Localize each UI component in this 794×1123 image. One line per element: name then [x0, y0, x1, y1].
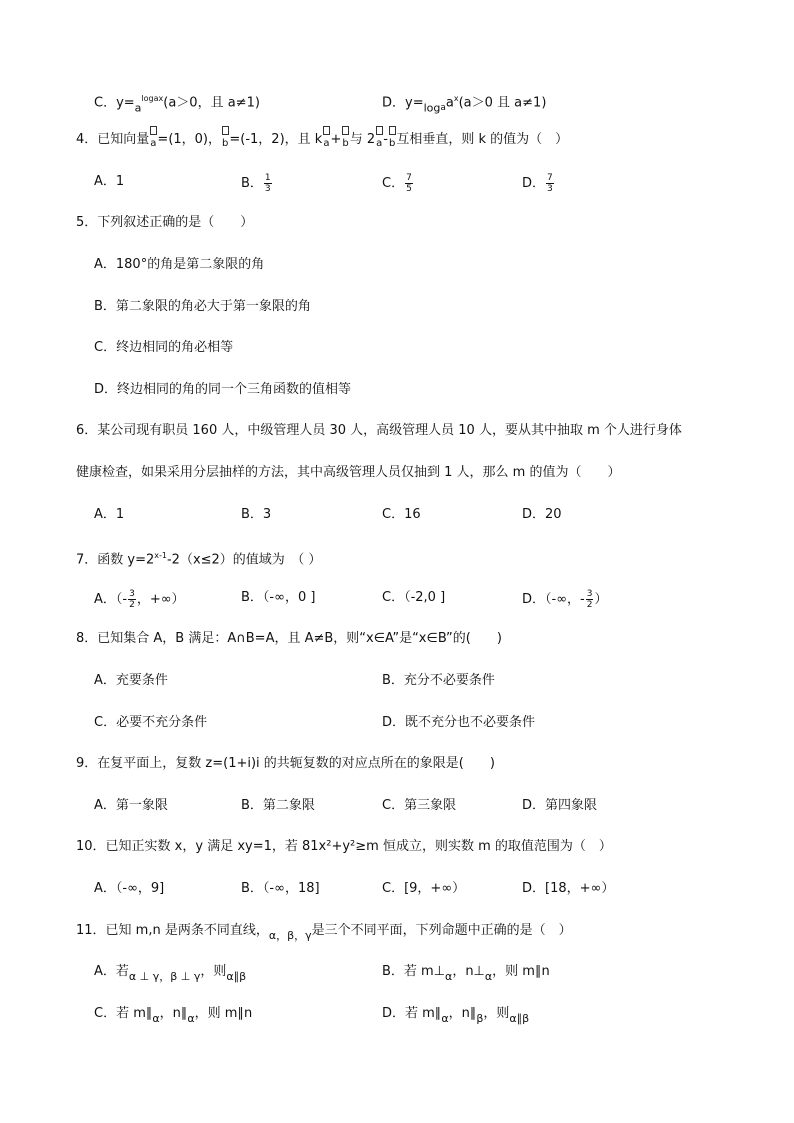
q4-option-d[interactable]: D． $\frac{7}{3}$: [522, 173, 553, 194]
vector-b: b: [389, 135, 395, 153]
q9-option-b[interactable]: B．第二象限: [241, 798, 315, 813]
vector-a: a: [323, 135, 329, 153]
q6-option-d[interactable]: D．20: [522, 507, 562, 522]
q10-option-d[interactable]: D．[18，+∞）: [522, 881, 615, 896]
question-11-stem: 11．已知 m,n 是两条不同直线，$_{\alpha,\beta,\gamma}$是三个不同平面，下列命题中正确的是（ ）: [76, 923, 572, 942]
fraction: $\frac{1}{3}$: [264, 173, 271, 194]
question-4-stem: 4．已知向量 a=(1，0)， b=(-1，2)，且 k a+ b与 2 a- b互相垂直，则 k 的值为（ ）: [76, 131, 568, 153]
q11-option-c[interactable]: C．若 $m\parallel_\alpha$，$n\parallel_\alpha$，则 m∥n: [94, 1006, 253, 1025]
vector-a: a: [150, 135, 156, 153]
vector-b: b: [222, 135, 228, 153]
q5-option-a[interactable]: A．180°的角是第二象限的角: [94, 257, 265, 272]
question-5-stem: 5．下列叙述正确的是（ ）: [76, 215, 254, 230]
q3-option-d[interactable]: D．$y=_{loga}a^x(a>0$ 且 a≠1): [382, 94, 547, 115]
fraction: $\frac{3}{2}$: [129, 589, 135, 610]
question-10-stem: 10．已知正实数 x，y 满足 xy=1，若 81x²+y²≥m 恒成立，则实数 m 的取值范围为（ ）: [76, 839, 612, 854]
q7-option-b[interactable]: B．（-∞，0 ]: [241, 590, 316, 605]
q6-option-c[interactable]: C．16: [382, 507, 421, 522]
q8-option-a[interactable]: A．充要条件: [94, 673, 168, 688]
q10-option-b[interactable]: B．（-∞，18]: [241, 881, 320, 896]
q11-option-b[interactable]: B．若 $m\perp_\alpha$，$n\perp_\alpha$，则 m∥n: [382, 964, 550, 983]
q4-option-a[interactable]: A．1: [94, 174, 125, 189]
q4-option-b[interactable]: B． $\frac{1}{3}$: [241, 173, 271, 194]
q3-option-c[interactable]: C．$y=_a^{logax}(a>0$，且 a≠1): [94, 94, 260, 115]
question-6-stem-line1: 6．某公司现有职员 160 人，中级管理人员 30 人，高级管理人员 10 人，要从其中抽取 m 个人进行身体: [76, 423, 682, 438]
q8-option-d[interactable]: D．既不充分也不必要条件: [382, 715, 536, 730]
q5-option-b[interactable]: B．第二象限的角必大于第一象限的角: [94, 299, 311, 314]
q9-option-c[interactable]: C．第三象限: [382, 798, 457, 813]
vector-b: b: [342, 135, 348, 153]
question-9-stem: 9．在复平面上，复数 z=(1+i)i 的共轭复数的对应点所在的象限是( ): [76, 756, 495, 771]
q6-option-b[interactable]: B．3: [241, 507, 272, 522]
q5-option-d[interactable]: D．终边相同的角的同一个三角函数的值相等: [94, 382, 352, 397]
q7-option-c[interactable]: C．（-2,0 ]: [382, 590, 446, 605]
q9-option-a[interactable]: A．第一象限: [94, 798, 168, 813]
q5-option-c[interactable]: C．终边相同的角必相等: [94, 340, 234, 355]
fraction: $\frac{7}{3}$: [547, 173, 553, 194]
q10-option-c[interactable]: C．[9，+∞）: [382, 881, 466, 896]
q7-option-d[interactable]: D．（-∞，- $\frac{3}{2}$ ）: [522, 589, 608, 610]
q10-option-a[interactable]: A．（-∞，9]: [94, 881, 165, 896]
q7-option-a[interactable]: A．（- $\frac{3}{2}$ ，+∞）: [94, 589, 185, 610]
q11-option-a[interactable]: A．若$_{\alpha \perp \gamma,\beta \perp \gamma}$，则$_{\alpha\parallel\beta}$: [94, 964, 247, 983]
q8-option-b[interactable]: B．充分不必要条件: [382, 673, 495, 688]
fraction: $\frac{7}{5}$: [406, 173, 412, 194]
q9-option-d[interactable]: D．第四象限: [522, 798, 598, 813]
q4-option-c[interactable]: C． $\frac{7}{5}$: [382, 173, 412, 194]
question-8-stem: 8．已知集合 A，B 满足：A∩B=A，且 A≠B，则“x∈A”是“x∈B”的( ): [76, 631, 502, 646]
q8-option-c[interactable]: C．必要不充分条件: [94, 715, 208, 730]
q11-option-d[interactable]: D．若 $m\parallel_\alpha$，$n\parallel_\beta$，则$_{\alpha\parallel\beta}$: [382, 1006, 530, 1025]
fraction: $\frac{3}{2}$: [586, 589, 593, 610]
q6-option-a[interactable]: A．1: [94, 507, 125, 522]
question-6-stem-line2: 健康检查，如果采用分层抽样的方法，其中高级管理人员仅抽到 1 人，那么 m 的值为（ ）: [76, 465, 621, 480]
vector-a: a: [376, 135, 382, 153]
question-7-stem: 7．函数 $y=2^{x-1}-2(x\le 2)$的值域为 （ ）: [76, 551, 322, 568]
